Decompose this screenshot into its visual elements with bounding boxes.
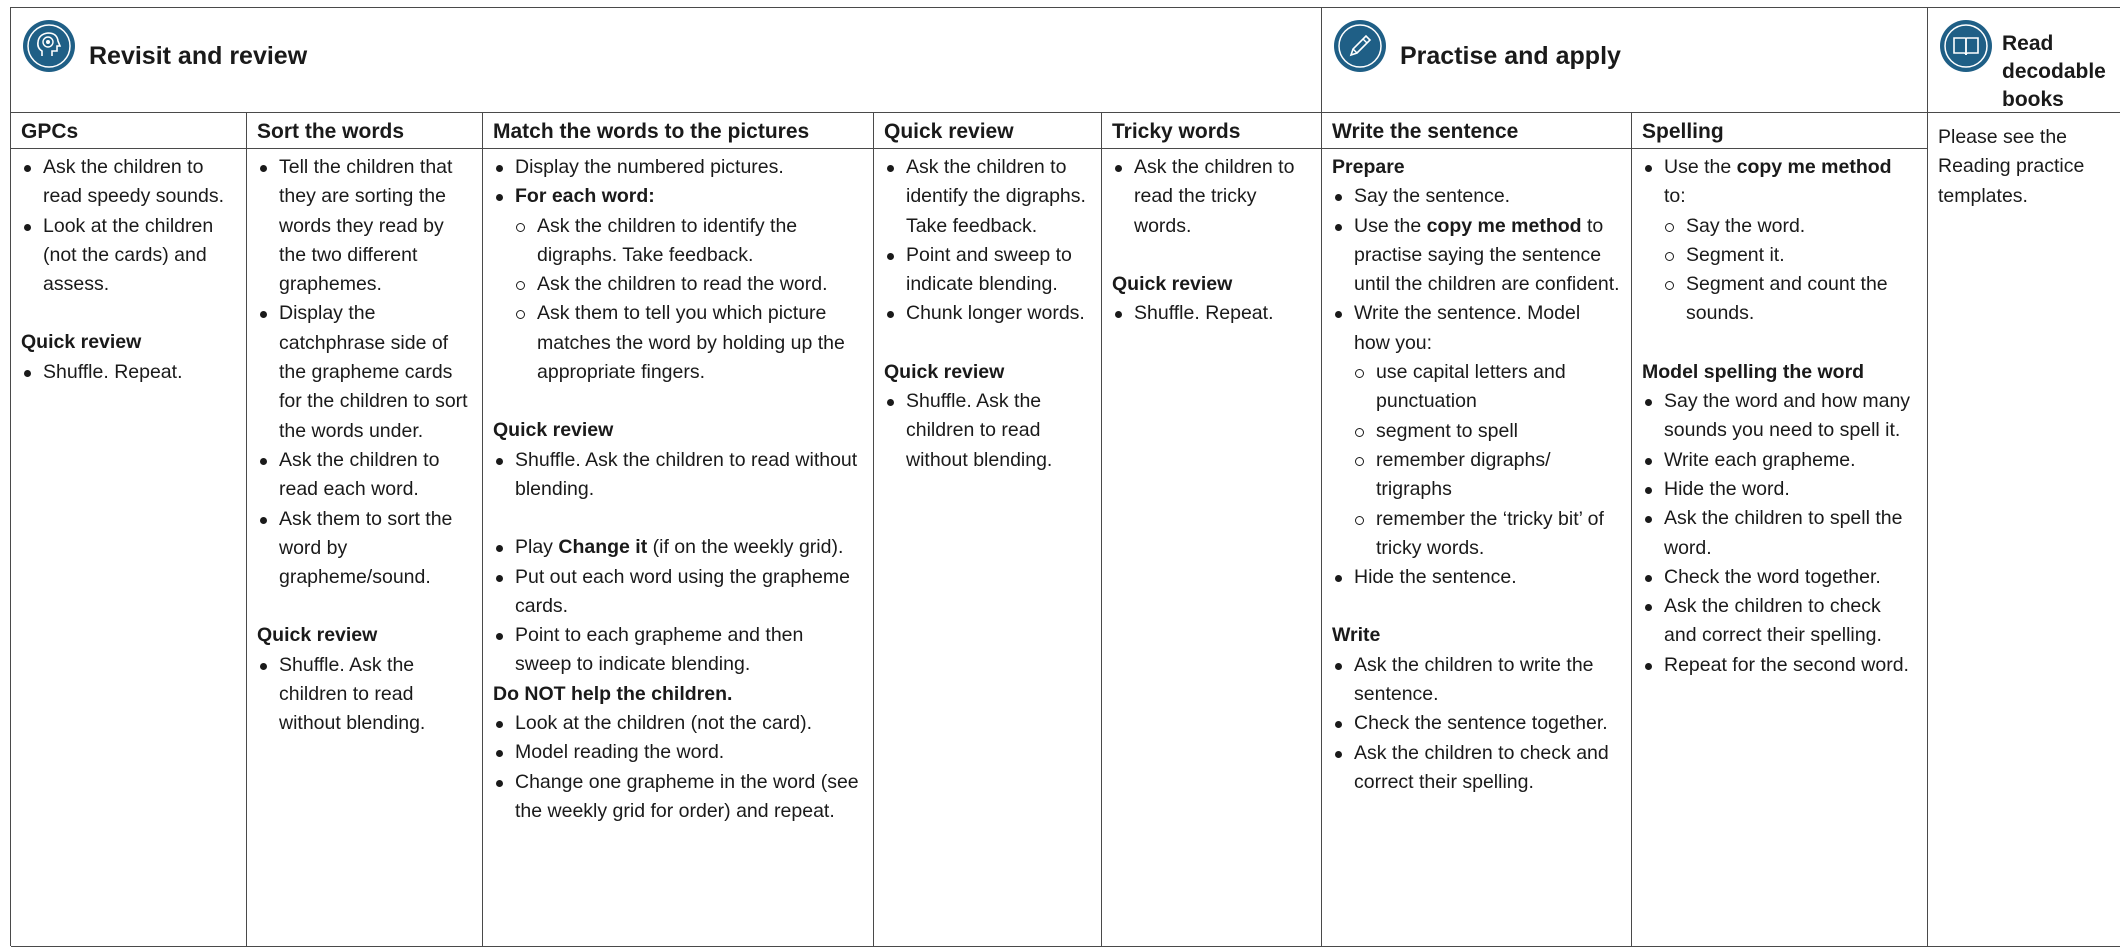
- list-item: For each word: Ask the children to identify the digraphs. Take feedback. Ask the children to read the word. Ask them to tell you which picture matches the word by holding up the appropriate fingers.: [493, 182, 863, 387]
- list-item: Ask the children to identify the digraphs. Take feedback.: [884, 153, 1091, 241]
- subheading: Model spelling the word: [1642, 360, 1865, 383]
- subheading: Quick review: [884, 360, 1005, 383]
- column-header-match: Match the words to the pictures: [483, 113, 874, 149]
- list-item: Write the sentence. Model how you: use capital letters and punctuation segment to spell remember digraphs/ trigraphs remember the ‘tricky bit’ of tricky words.: [1332, 299, 1621, 563]
- sub-list-item: Say the word.: [1664, 212, 1917, 241]
- column-header-gpcs: GPCs: [11, 113, 247, 149]
- book-icon: [1940, 20, 1992, 72]
- column-body-write: [1322, 149, 1632, 947]
- sub-list-item: remember the ‘tricky bit’ of tricky words.: [1354, 505, 1621, 564]
- list-item: Shuffle. Repeat.: [1112, 299, 1311, 328]
- list-item: Shuffle. Ask the children to read without blending.: [257, 651, 472, 739]
- list-item: Ask the children to spell the word.: [1642, 504, 1917, 563]
- list-item: Display the numbered pictures.: [493, 153, 863, 182]
- list-item: Display the catchphrase side of the grapheme cards for the children to sort the words under.: [257, 299, 472, 445]
- list-item: Point to each grapheme and then sweep to indicate blending.: [493, 621, 863, 680]
- warning-heading: Do NOT help the children.: [493, 682, 733, 705]
- list-item: Ask the children to read speedy sounds.: [21, 153, 236, 212]
- list-item: Shuffle. Ask the children to read without blending.: [493, 446, 863, 505]
- sub-list-item: remember digraphs/ trigraphs: [1354, 446, 1621, 505]
- column-body-sort: [247, 149, 483, 947]
- reading-practice-note: Please see the Reading practice templates.: [1938, 126, 2085, 207]
- column-body-gpcs: [11, 149, 247, 947]
- pencil-icon: [1334, 20, 1386, 72]
- list-item: Hide the word.: [1642, 475, 1917, 504]
- column-header-tricky: Tricky words: [1102, 113, 1322, 149]
- section-title: Read decodable books: [2002, 32, 2106, 111]
- list-item: Check the word together.: [1642, 563, 1917, 592]
- sub-list-item: use capital letters and punctuation: [1354, 358, 1621, 417]
- subheading: Quick review: [257, 624, 378, 647]
- column-header-write: Write the sentence: [1322, 113, 1632, 149]
- column-body-quick-review: [874, 149, 1102, 947]
- column-header-quick-review: Quick review: [874, 113, 1102, 149]
- section-revisit-review: [11, 8, 1322, 113]
- section-title: Practise and apply: [1400, 42, 1621, 70]
- list-item: Look at the children (not the card).: [493, 709, 863, 738]
- subheading: Quick review: [1112, 272, 1233, 295]
- list-item: Ask the children to read each word.: [257, 446, 472, 505]
- column-body-spelling: [1632, 149, 1928, 947]
- list-item: Write each grapheme.: [1642, 446, 1917, 475]
- list-item: Repeat for the second word.: [1642, 651, 1917, 680]
- sub-list-item: Ask them to tell you which picture matches the word by holding up the appropriate fingers.: [515, 299, 863, 387]
- sub-list-item: Ask the children to identify the digraphs. Take feedback.: [515, 212, 863, 271]
- subheading: Write: [1332, 624, 1381, 647]
- target-head-icon: [23, 20, 75, 72]
- list-item: Put out each word using the grapheme cards.: [493, 563, 863, 622]
- section-title: Revisit and review: [89, 42, 308, 70]
- list-item: Use the copy me method to: Say the word. Segment it. Segment and count the sounds.: [1642, 153, 1917, 329]
- sub-list-item: Segment it.: [1664, 241, 1917, 270]
- list-item: Shuffle. Ask the children to read without blending.: [884, 387, 1091, 475]
- list-item: Shuffle. Repeat.: [21, 358, 236, 387]
- list-item: Ask the children to read the tricky words.: [1112, 153, 1311, 241]
- list-item: Say the word and how many sounds you need to spell it.: [1642, 387, 1917, 446]
- subheading: Quick review: [21, 331, 142, 354]
- subheading: Quick review: [493, 419, 614, 442]
- section-practise-apply: [1322, 8, 1928, 113]
- list-item: Ask the children to write the sentence.: [1332, 651, 1621, 710]
- lesson-plan-grid: [11, 8, 2120, 947]
- list-item: Ask them to sort the word by grapheme/sound.: [257, 505, 472, 593]
- column-body-read: [1928, 113, 2120, 947]
- list-item: Ask the children to check and correct their spelling.: [1642, 592, 1917, 651]
- list-item: Model reading the word.: [493, 738, 863, 767]
- list-item: Change one grapheme in the word (see the weekly grid for order) and repeat.: [493, 768, 863, 827]
- list-item: Use the copy me method to practise saying the sentence until the children are confident.: [1332, 212, 1621, 300]
- list-item: Say the sentence.: [1332, 182, 1621, 211]
- subheading: Prepare: [1332, 156, 1405, 178]
- column-header-sort: Sort the words: [247, 113, 483, 149]
- sub-list-item: Ask the children to read the word.: [515, 270, 863, 299]
- section-read-books: [1928, 8, 2120, 113]
- list-item: Point and sweep to indicate blending.: [884, 241, 1091, 300]
- sub-list-item: segment to spell: [1354, 417, 1621, 446]
- list-item: Hide the sentence.: [1332, 563, 1621, 592]
- list-item: Tell the children that they are sorting the words they read by the two different graphemes.: [257, 153, 472, 299]
- sub-list-item: Segment and count the sounds.: [1664, 270, 1917, 329]
- column-body-tricky: [1102, 149, 1322, 947]
- lesson-plan-sheet: [10, 7, 2120, 946]
- list-item: Chunk longer words.: [884, 299, 1091, 328]
- column-body-match: [483, 149, 874, 947]
- list-item: Look at the children (not the cards) and assess.: [21, 212, 236, 300]
- column-header-spelling: Spelling: [1632, 113, 1928, 149]
- list-item: Ask the children to check and correct their spelling.: [1332, 739, 1621, 798]
- list-item: Play Change it (if on the weekly grid).: [493, 533, 863, 562]
- list-item: Check the sentence together.: [1332, 709, 1621, 738]
